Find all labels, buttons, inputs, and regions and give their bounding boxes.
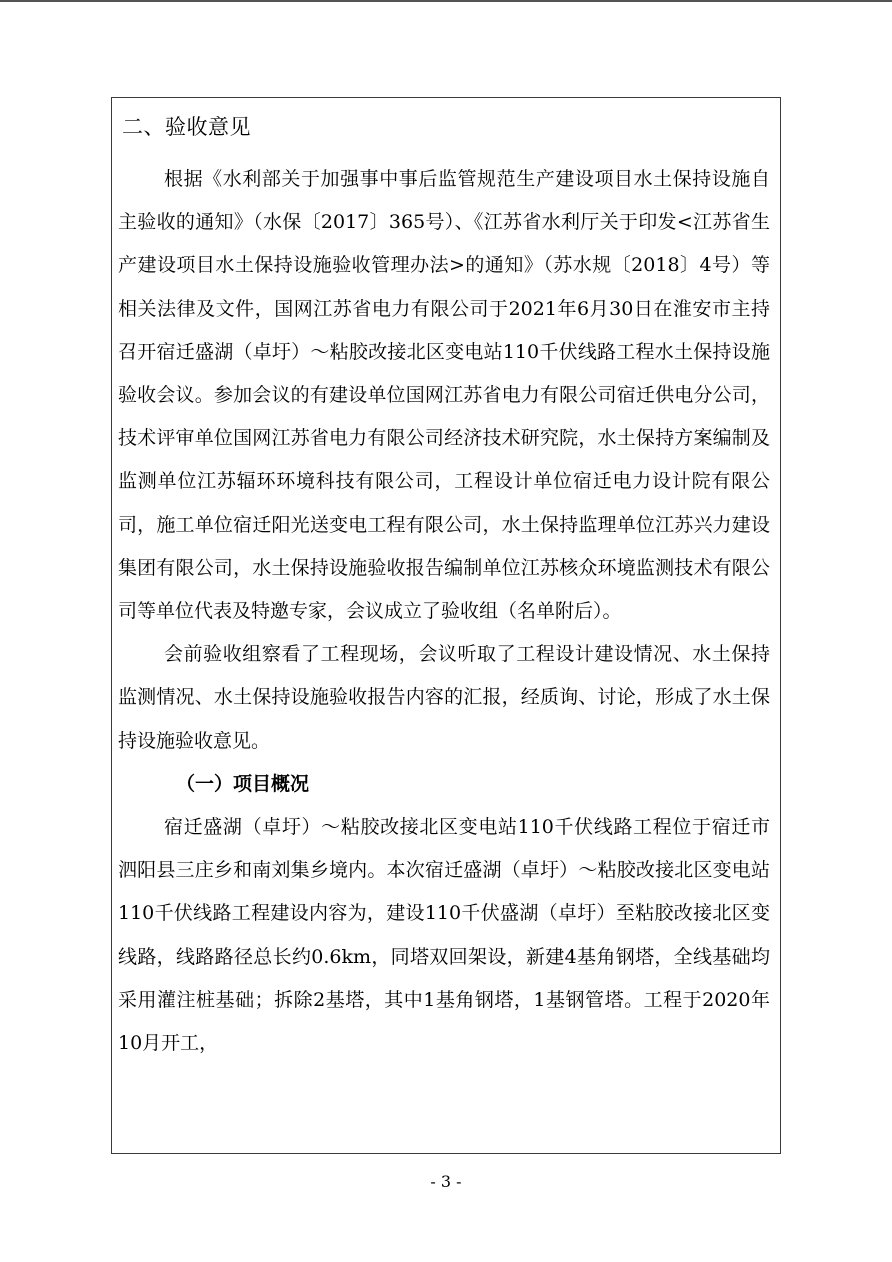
paragraph-meeting-basis: 根据《水利部关于加强事中事后监管规范生产建设项目水土保持设施自主验收的通知》（水保〔2017〕365号）、《江苏省水利厅关于印发<江苏省生产建设项目水土保持设施验收管理办法>的通知》（苏水规〔2018〕4号）等相关法律及文件，国网江苏省电力有限公司于2021年6月30日在淮安市主持召开宿迁盛湖（卓圩）～粘胶改接北区变电站110千伏线路工程水土保持设施验收会议。参加会议的有建设单位国网江苏省电力有限公司宿迁供电分公司，技术评审单位国网江苏省电力有限公司经济技术研究院，水土保持方案编制及监测单位江苏辐环环境科技有限公司，工程设计单位宿迁电力设计院有限公司，施工单位宿迁阳光送变电工程有限公司，水土保持监理单位江苏兴力建设集团有限公司，水土保持设施验收报告编制单位江苏核众环境监测技术有限公司等单位代表及特邀专家，会议成立了验收组（名单附后）。: [118, 168, 770, 623]
paragraph-project-overview: 宿迁盛湖（卓圩）～粘胶改接北区变电站110千伏线路工程位于宿迁市泗阳县三庄乡和南刘集乡境内。本次宿迁盛湖（卓圩）～粘胶改接北区变电站110千伏线路工程建设内容为，建设110千伏盛湖（卓圩）至粘胶改接北区变线路，线路路径总长约0.6km，同塔双回架设，新建4基角钢塔，全线基础均采用灌注桩基础；拆除2基塔，其中1基角钢塔，1基钢管塔。工程于2020年10月开工，: [118, 816, 770, 1055]
content-frame: [111, 97, 781, 1154]
top-rule: [0, 0, 892, 2]
section-heading: 二、验收意见: [122, 115, 251, 139]
paragraph-meeting-process: 会前验收组察看了工程现场，会议听取了工程设计建设情况、水土保持监测情况、水土保持设施验收报告内容的汇报，经质询、讨论，形成了水土保持设施验收意见。: [118, 643, 770, 752]
body-text: [118, 158, 770, 1065]
page-number: - 3 -: [430, 1172, 462, 1191]
subsection-heading: （一）项目概况: [176, 772, 310, 795]
